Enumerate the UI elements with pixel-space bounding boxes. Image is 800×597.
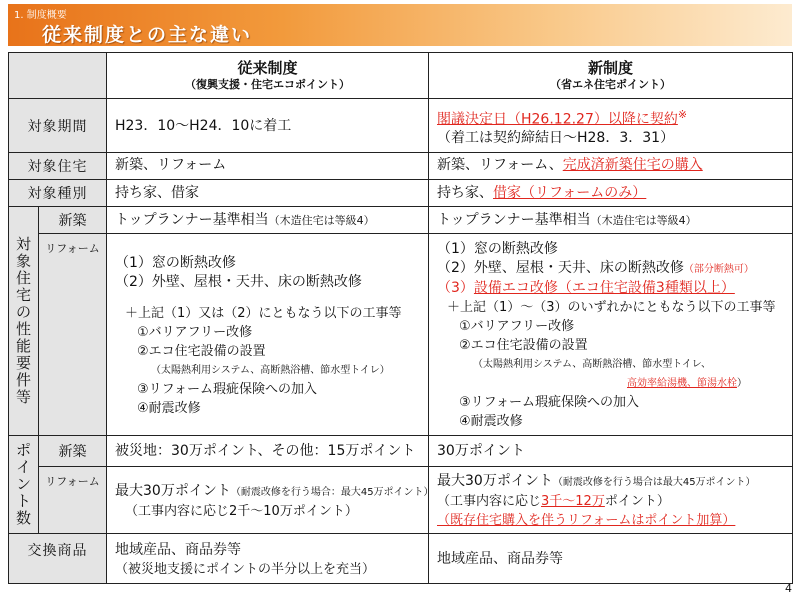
points-reform-new-highlight: （既存住宅購入を伴うリフォームはポイント加算） bbox=[437, 513, 736, 529]
points-new-old: 被災地：30万ポイント、その他：15万ポイント bbox=[107, 436, 429, 466]
performance-reform-new-highlight: 設備エコ改修（エコ住宅設備3種類以上） bbox=[473, 280, 735, 297]
column-old-title: 従来制度 bbox=[237, 58, 298, 77]
row-label-performance: 対 象 住 宅 の 性 能 要 件 等 bbox=[9, 207, 39, 436]
points-new-new: 30万ポイント bbox=[429, 436, 793, 466]
row-type bbox=[9, 179, 793, 206]
row-label-housing: 対象住宅 bbox=[9, 152, 107, 179]
period-new bbox=[429, 99, 793, 152]
period-new-line2: （着工は契約締結日～H28．3．31） bbox=[437, 130, 675, 147]
column-old bbox=[107, 53, 429, 99]
breadcrumb: 1. 制度概要 bbox=[14, 10, 67, 21]
column-new-subtitle: （省エネ住宅ポイント） bbox=[550, 78, 671, 92]
housing-new-text: 新築、リフォーム、 bbox=[437, 157, 563, 174]
points-reform-old: 最大30万ポイント（耐震改修を行う場合：最大45万ポイント） （工事内容に応じ2千～10万ポイント） bbox=[107, 466, 429, 534]
comparison-table bbox=[8, 52, 793, 584]
table-header-row bbox=[9, 53, 793, 99]
points-reform-new: 最大30万ポイント（耐震改修を行う場合は最大45万ポイント） （工事内容に応じ3千～12万ポイント） （既存住宅購入を伴うリフォームはポイント加算） bbox=[429, 466, 793, 534]
row-label-type: 対象種別 bbox=[9, 179, 107, 206]
period-old bbox=[107, 99, 429, 152]
housing-old: 新築、リフォーム bbox=[107, 152, 429, 179]
column-old-subtitle: （復興支援・住宅エコポイント） bbox=[185, 78, 350, 92]
slide-header bbox=[8, 4, 792, 46]
row-label-exchange: 交換商品 bbox=[9, 534, 107, 584]
housing-new bbox=[429, 152, 793, 179]
header-corner bbox=[9, 53, 107, 99]
row-points-new bbox=[9, 436, 793, 466]
sublabel-points-reform: リフォーム bbox=[39, 466, 107, 534]
performance-new-old: トップランナー基準相当（木造住宅は等級4） bbox=[107, 207, 429, 234]
exchange-old: 地域産品、商品券等 （被災地支援にポイントの半分以上を充当） bbox=[107, 534, 429, 584]
row-housing bbox=[9, 152, 793, 179]
page-number: 4 bbox=[785, 582, 792, 595]
row-performance-reform bbox=[9, 234, 793, 436]
sublabel-points-new: 新築 bbox=[39, 436, 107, 466]
sublabel-performance-new: 新築 bbox=[39, 207, 107, 234]
housing-new-highlight: 完成済新築住宅の購入 bbox=[562, 157, 703, 174]
period-new-highlight: 閣議決定日（H26.12.27）以降に契約 bbox=[437, 111, 678, 128]
column-new bbox=[429, 53, 793, 99]
row-label-points: ポ イ ン ト 数 bbox=[9, 436, 39, 534]
type-new-highlight: 借家（リフォームのみ） bbox=[493, 184, 647, 201]
period-old-text: H23．10～H24．10に着工 bbox=[115, 118, 292, 135]
slide-title: 従来制度との主な違い bbox=[42, 24, 253, 46]
row-performance-new bbox=[9, 207, 793, 234]
row-points-reform bbox=[9, 466, 793, 534]
exchange-new: 地域産品、商品券等 bbox=[429, 534, 793, 584]
type-old: 持ち家、借家 bbox=[107, 179, 429, 206]
sublabel-performance-reform: リフォーム bbox=[39, 234, 107, 436]
type-new-text: 持ち家、 bbox=[437, 184, 493, 201]
period-new-mark: ※ bbox=[677, 107, 688, 121]
row-period bbox=[9, 99, 793, 152]
type-new bbox=[429, 179, 793, 206]
performance-reform-new: （1）窓の断熱改修 （2）外壁、屋根・天井、床の断熱改修（部分断熱可） （3）設備エコ改修（エコ住宅設備3種類以上） ＋上記（1）～（3）のいずれかにともなう以下の工事等 ①バリアフリー改修 ②エコ住宅設備の設置 （太陽熱利用システム、高断熱浴槽、節水型トイレ、 高効率給湯機、節湯水栓） ③リフォーム瑕疵保険への加入 ④耐震改修 bbox=[429, 234, 793, 436]
column-new-title: 新制度 bbox=[587, 58, 633, 77]
performance-reform-old: （1）窓の断熱改修 （2）外壁、屋根・天井、床の断熱改修 ＋上記（1）又は（2）にともなう以下の工事等 ①バリアフリー改修 ②エコ住宅設備の設置 （太陽熱利用システム、高断熱浴槽、節水型トイレ） ③リフォーム瑕疵保険への加入 ④耐震改修 bbox=[107, 234, 429, 436]
row-label-period: 対象期間 bbox=[9, 99, 107, 152]
performance-new-new: トップランナー基準相当（木造住宅は等級4） bbox=[429, 207, 793, 234]
row-exchange bbox=[9, 534, 793, 584]
